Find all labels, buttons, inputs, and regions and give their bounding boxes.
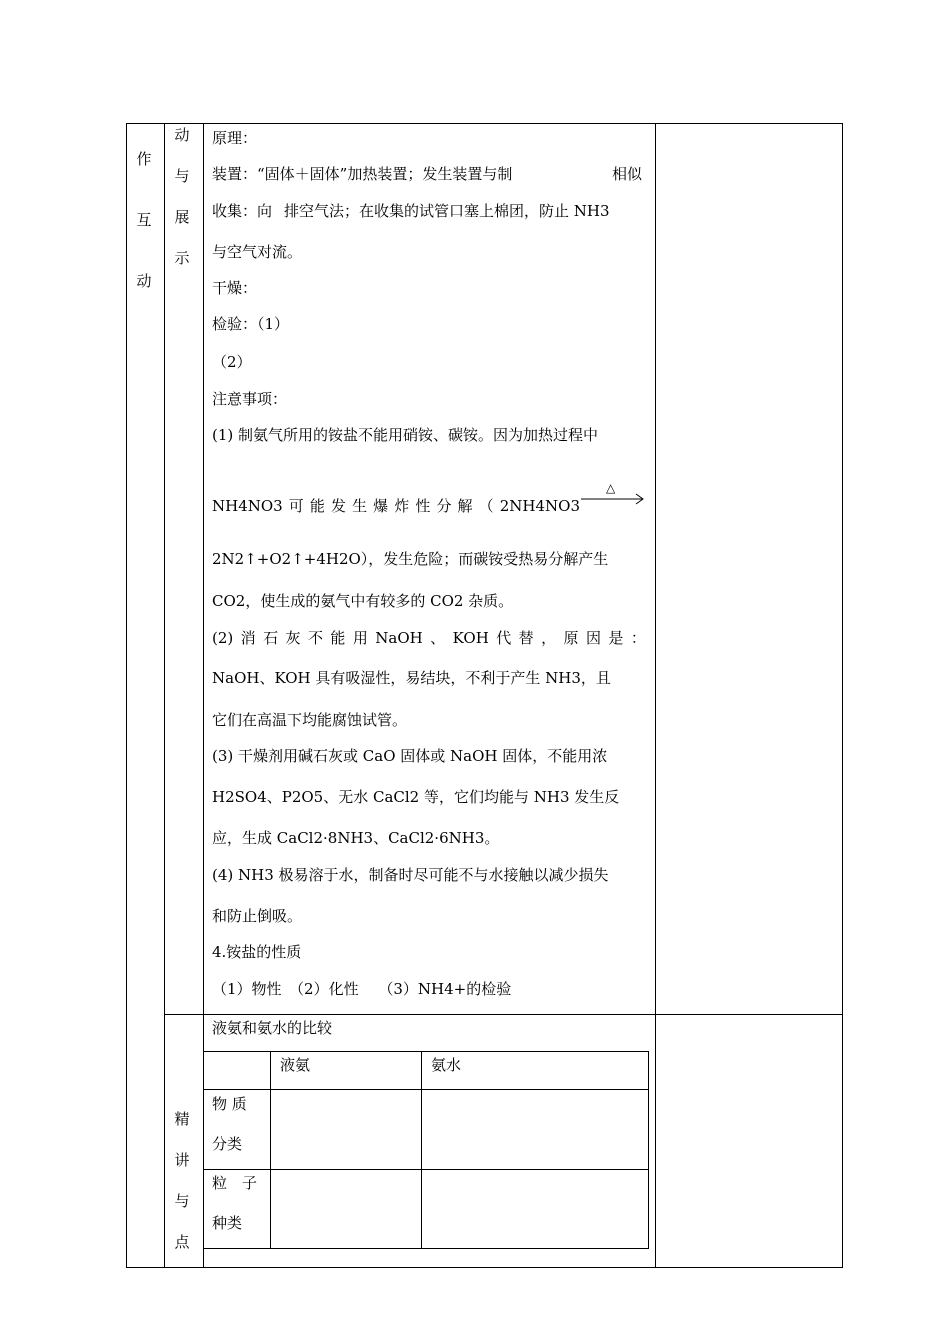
collect-text-a: 收集：向 bbox=[212, 202, 273, 220]
test-line-2: （2） bbox=[212, 353, 252, 371]
row-label: 物 质 bbox=[212, 1095, 247, 1113]
word: 因 bbox=[585, 629, 601, 647]
col2-top-label bbox=[174, 128, 190, 266]
apparatus-text: 装置：“固体＋固体”加热装置；发生装置与制 bbox=[212, 165, 513, 183]
col2-char: 与 bbox=[174, 1192, 190, 1210]
inner-table-col2 bbox=[421, 1051, 422, 1249]
col-divider-3 bbox=[655, 123, 656, 1268]
word: 是 bbox=[608, 629, 624, 647]
note4-line-a: (4) NH3 极易溶于水，制备时尽可能不与水接触以减少损失 bbox=[212, 866, 609, 884]
word: 石 bbox=[263, 629, 279, 647]
principle-line: 原理： bbox=[212, 129, 258, 147]
notes-title: 注意事项： bbox=[212, 390, 288, 408]
word: 生 bbox=[352, 497, 368, 515]
word: ： bbox=[630, 629, 646, 647]
compare-title: 液氨和氨水的比较 bbox=[212, 1019, 333, 1037]
col2-char: 精 bbox=[174, 1110, 190, 1128]
word: 性 bbox=[415, 497, 431, 515]
collect-line-1 bbox=[212, 201, 610, 221]
row-label: 种类 bbox=[212, 1214, 243, 1232]
word: KOH bbox=[452, 629, 489, 647]
word: 灰 bbox=[285, 629, 301, 647]
header-liquid-ammonia: 液氨 bbox=[280, 1056, 311, 1074]
col2-char: 点 bbox=[174, 1233, 190, 1251]
reaction-arrow-icon bbox=[581, 493, 645, 505]
col2-char: 讲 bbox=[174, 1151, 190, 1169]
word: 消 bbox=[240, 629, 256, 647]
word: 用 bbox=[352, 629, 368, 647]
note1-line-b bbox=[212, 496, 580, 516]
collect-text-b: 排空气法；在收集的试管口塞上棉团，防止 NH3 bbox=[284, 202, 610, 220]
note2-line-b: NaOH、KOH 具有吸湿性，易结块，不利于产生 NH3，且 bbox=[212, 669, 611, 687]
note3-line-c: 应，生成 CaCl2·8NH3、CaCl2·6NH3。 bbox=[212, 829, 500, 847]
col2-char: 与 bbox=[174, 167, 190, 185]
note2-line-c: 它们在高温下均能腐蚀试管。 bbox=[212, 711, 408, 729]
word: 、 bbox=[430, 629, 446, 647]
inner-table-col1 bbox=[270, 1051, 271, 1249]
word: NaOH bbox=[375, 629, 423, 647]
col1-char: 作 bbox=[136, 150, 152, 168]
word: 2NH4NO3 bbox=[499, 497, 580, 515]
table-right-border bbox=[842, 123, 843, 1268]
col1-char: 动 bbox=[136, 272, 152, 290]
col1-char: 互 bbox=[136, 211, 152, 229]
row-label: 分类 bbox=[212, 1135, 243, 1153]
word: 替 bbox=[518, 629, 534, 647]
col2-bottom-label bbox=[174, 1112, 190, 1250]
word: 发 bbox=[330, 497, 346, 515]
section4-title: 4.铵盐的性质 bbox=[212, 943, 302, 961]
word: 代 bbox=[496, 629, 512, 647]
section4-items: （1）物性 （2）化性 （3）NH4+的检验 bbox=[212, 980, 512, 998]
col-divider-1 bbox=[164, 123, 165, 1268]
word: 能 bbox=[330, 629, 346, 647]
row-label: 粒 子 bbox=[212, 1174, 258, 1192]
header-ammonia-water: 氨水 bbox=[431, 1056, 462, 1074]
word: 可 bbox=[288, 497, 304, 515]
word: 爆 bbox=[373, 497, 389, 515]
word: （ bbox=[478, 497, 494, 515]
test-line-1: 检验：（1） bbox=[212, 315, 290, 333]
apparatus-tail: 相似 bbox=[612, 165, 643, 183]
collect-line-2: 与空气对流。 bbox=[212, 243, 303, 261]
word: 分 bbox=[436, 497, 452, 515]
note3-line-b: H2SO4、P2O5、无水 CaCl2 等，它们均能与 NH3 发生反 bbox=[212, 788, 620, 806]
word: (2) bbox=[212, 629, 234, 647]
row-divider bbox=[164, 1014, 843, 1015]
word: ， bbox=[541, 629, 557, 647]
word: 原 bbox=[563, 629, 579, 647]
note1-line-a: (1) 制氨气所用的铵盐不能用硝铵、碳铵。因为加热过程中 bbox=[212, 426, 599, 444]
note3-line-a: (3) 干燥剂用碱石灰或 CaO 固体或 NaOH 固体，不能用浓 bbox=[212, 747, 608, 765]
table-bottom-border bbox=[126, 1267, 843, 1268]
word: 能 bbox=[309, 497, 325, 515]
col-divider-2 bbox=[203, 123, 204, 1268]
word: NH4NO3 bbox=[212, 497, 283, 515]
note1-line-c: 2N2↑+O2↑+4H2O），发生危险；而碳铵受热易分解产生 bbox=[212, 550, 609, 568]
note4-line-b: 和防止倒吸。 bbox=[212, 907, 303, 925]
apparatus-line bbox=[212, 164, 512, 184]
table-top-border bbox=[126, 123, 843, 124]
inner-table-right bbox=[648, 1051, 649, 1249]
note1-line-d: CO2，使生成的氨气中有较多的 CO2 杂质。 bbox=[212, 592, 514, 610]
table-left-border bbox=[126, 123, 127, 1268]
col2-char: 展 bbox=[174, 208, 190, 226]
word: 不 bbox=[307, 629, 323, 647]
heat-symbol: △ bbox=[606, 481, 616, 495]
col2-char: 动 bbox=[174, 126, 190, 144]
col2-char: 示 bbox=[174, 249, 190, 267]
note2-line-a bbox=[212, 628, 646, 648]
word: 解 bbox=[457, 497, 473, 515]
col1-label bbox=[136, 152, 152, 289]
word: 炸 bbox=[394, 497, 410, 515]
dry-line: 干燥： bbox=[212, 279, 258, 297]
